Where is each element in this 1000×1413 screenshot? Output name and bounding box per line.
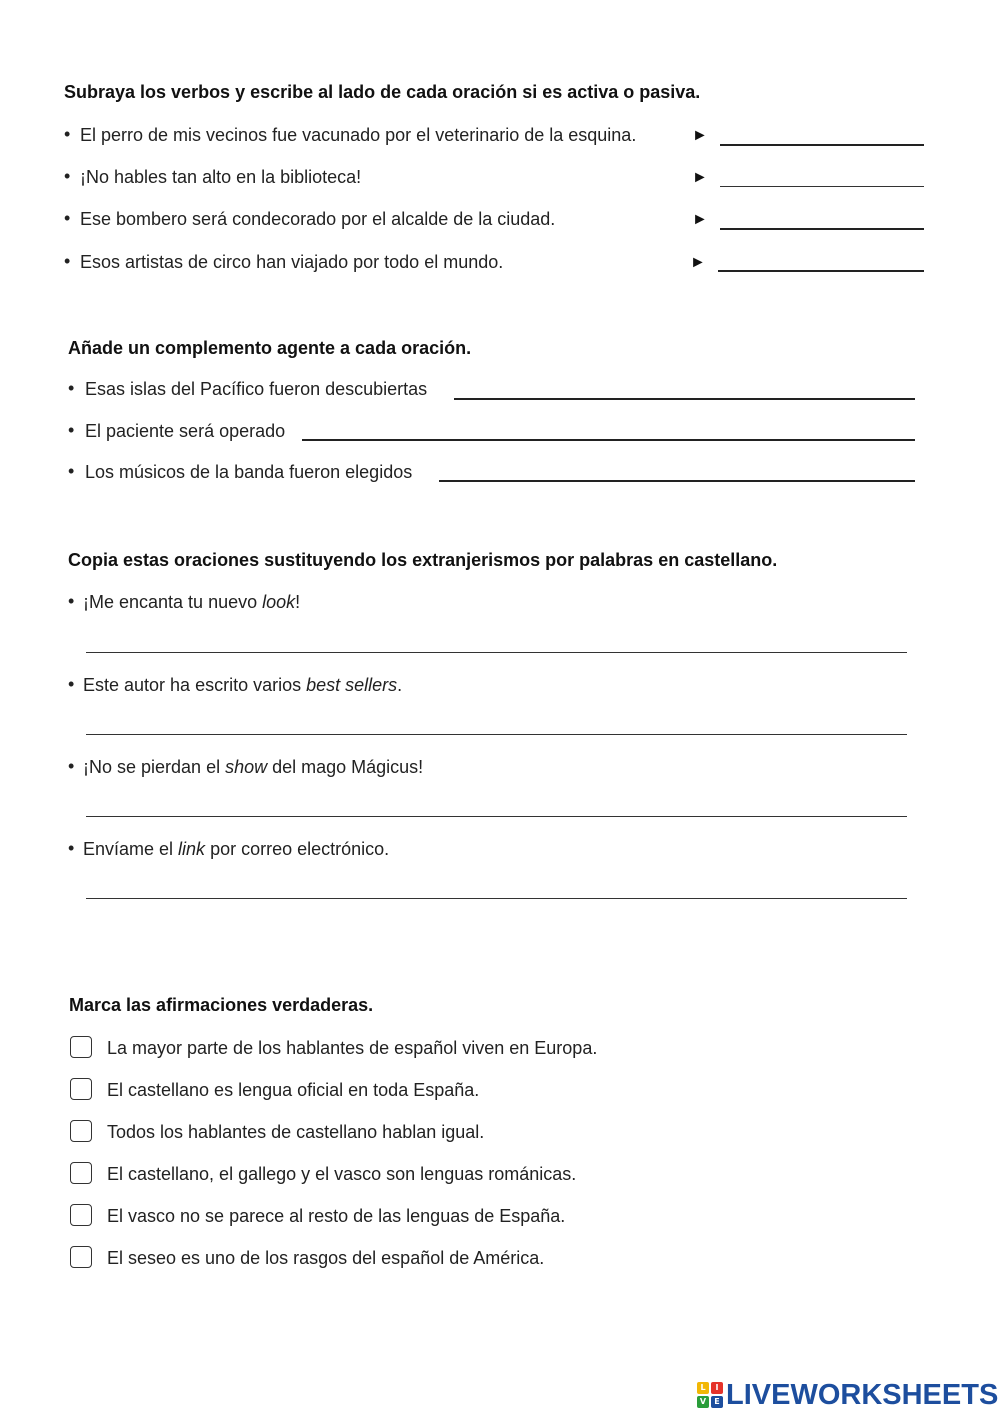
s3-item-2: Este autor ha escrito varios best sellers.: [83, 675, 403, 695]
bullet: •: [68, 378, 75, 398]
s4-item-2: El castellano es lengua oficial en toda España.: [107, 1080, 480, 1100]
agent-line-1[interactable]: [454, 398, 915, 400]
copy-line-4[interactable]: [86, 898, 907, 899]
bullet: •: [64, 166, 71, 186]
section1-heading: Subraya los verbos y escribe al lado de cada oración si es activa o pasiva.: [64, 82, 701, 102]
bullet: •: [64, 251, 71, 271]
s4-item-3: Todos los hablantes de castellano hablan igual.: [107, 1122, 485, 1142]
foreign-word: link: [178, 839, 206, 859]
s2-item-1: Esas islas del Pacífico fueron descubiertas: [85, 379, 428, 399]
answer-line-4[interactable]: [718, 270, 924, 272]
checkbox-6[interactable]: [70, 1246, 92, 1268]
bullet: •: [68, 674, 75, 694]
bullet: •: [64, 124, 71, 144]
s1-item-4: Esos artistas de circo han viajado por todo el mundo.: [80, 252, 504, 272]
s1-item-3: Ese bombero será condecorado por el alcalde de la ciudad.: [80, 209, 556, 229]
foreign-word: look: [262, 592, 296, 612]
s1-item-2: ¡No hables tan alto en la biblioteca!: [80, 167, 362, 187]
s3-item-1: ¡Me encanta tu nuevo look!: [83, 592, 301, 612]
arrow-icon: ►: [692, 169, 708, 186]
bullet: •: [68, 461, 75, 481]
answer-line-1[interactable]: [720, 144, 924, 146]
s2-item-3: Los músicos de la banda fueron elegidos: [85, 462, 413, 482]
bullet: •: [68, 838, 75, 858]
agent-line-3[interactable]: [439, 480, 915, 482]
liveworksheets-logo: [697, 1378, 998, 1412]
checkbox-5[interactable]: [70, 1204, 92, 1226]
arrow-icon: ►: [690, 254, 706, 271]
section4-heading: Marca las afirmaciones verdaderas.: [69, 995, 374, 1015]
checkbox-3[interactable]: [70, 1120, 92, 1142]
bullet: •: [68, 756, 75, 776]
liveworksheets-logo-icon: L I V E: [697, 1382, 723, 1408]
copy-line-3[interactable]: [86, 816, 907, 817]
copy-line-1[interactable]: [86, 652, 907, 653]
s4-item-5: El vasco no se parece al resto de las lenguas de España.: [107, 1206, 566, 1226]
section2-heading: Añade un complemento agente a cada oración.: [68, 338, 472, 358]
checkbox-1[interactable]: [70, 1036, 92, 1058]
section3-heading: Copia estas oraciones sustituyendo los extranjerismos por palabras en castellano.: [68, 550, 778, 570]
s4-item-4: El castellano, el gallego y el vasco son lenguas románicas.: [107, 1164, 577, 1184]
bullet: •: [68, 420, 75, 440]
foreign-word: show: [225, 757, 268, 777]
checkbox-4[interactable]: [70, 1162, 92, 1184]
s4-item-6: El seseo es uno de los rasgos del español de América.: [107, 1248, 545, 1268]
s4-item-1: La mayor parte de los hablantes de español viven en Europa.: [107, 1038, 598, 1058]
foreign-word: best sellers: [306, 675, 398, 695]
answer-line-2[interactable]: [720, 186, 924, 187]
copy-line-2[interactable]: [86, 734, 907, 735]
bullet: •: [64, 208, 71, 228]
s3-item-4: Envíame el link por correo electrónico.: [83, 839, 390, 859]
checkbox-2[interactable]: [70, 1078, 92, 1100]
agent-line-2[interactable]: [302, 439, 915, 441]
s1-item-1: El perro de mis vecinos fue vacunado por el veterinario de la esquina.: [80, 125, 637, 145]
logo-text: LIVEWORKSHEETS: [726, 1378, 999, 1411]
s2-item-2: El paciente será operado: [85, 421, 286, 441]
s3-item-3: ¡No se pierdan el show del mago Mágicus!: [83, 757, 424, 777]
arrow-icon: ►: [692, 211, 708, 228]
bullet: •: [68, 591, 75, 611]
answer-line-3[interactable]: [720, 228, 924, 230]
arrow-icon: ►: [692, 127, 708, 144]
